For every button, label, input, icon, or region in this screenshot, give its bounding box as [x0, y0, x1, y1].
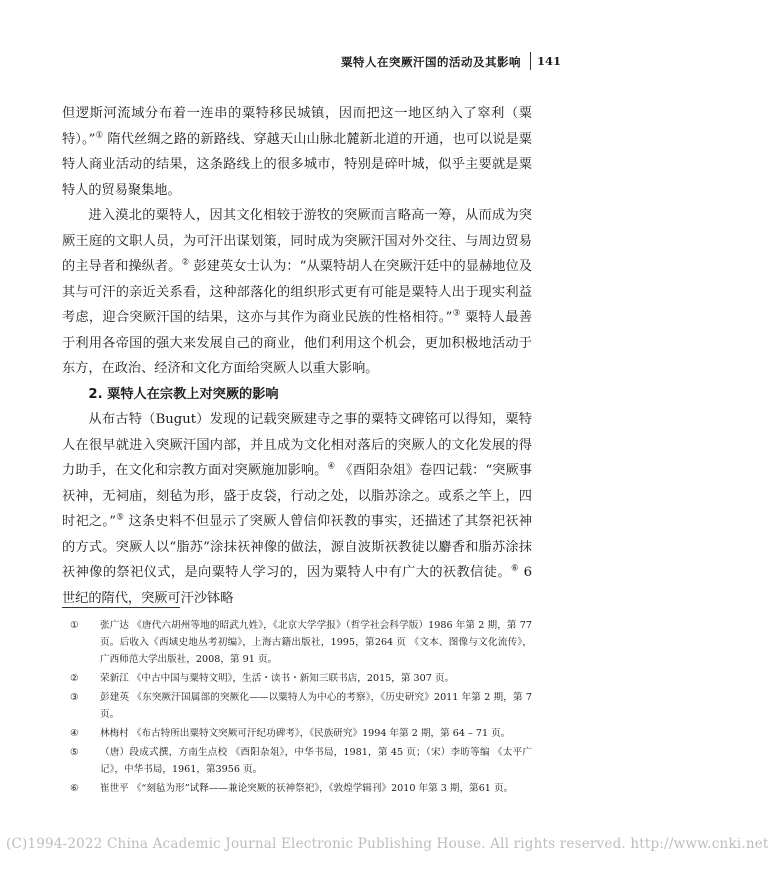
section-heading: 2. 粟特人在宗教上对突厥的影响: [88, 386, 279, 402]
footnote-number: ⑤: [70, 747, 79, 758]
paragraph-text: 从布古特（Bugut）发现的记载突厥建寺之事的粟特文碑铭可以得知，粟特人在很早就进入突厥汗国内部，并且成为文化相对落后的突厥人的文化发展的得力助手，在文化和宗教方面对突厥施加影响。: [62, 412, 532, 478]
paragraph-text: 6 世纪的隋代，突厥可汗沙钵略: [62, 565, 532, 606]
footnote-item: [62, 689, 532, 723]
footnote-ref: ①: [95, 130, 104, 141]
footnote-ref: ⑤: [115, 512, 125, 523]
paragraph-text: 彭建英女士认为：“从粟特胡人在突厥汗廷中的显赫地位及其与可汗的亲近关系看，这种部落化的组织形式更有可能是粟特人出于现实利益考虑，迎合突厥汗国的结果，这亦与其作为商业民族的性格相符。”: [62, 259, 533, 325]
paragraph-2: [62, 203, 532, 382]
footnote-number: ③: [70, 692, 79, 703]
paragraph-text: 进入漠北的粟特人，因其文化相较于游牧的突厥而言略高一筹，从而成为突厥王庭的文职人员，为可汗出谋划策，同时成为突厥汗国对外交往、与周边贸易的主导者和操纵者。: [62, 208, 532, 274]
footnote-text: 荣新江 《中古中国与粟特文明》，生活・读书・新知三联书店，2015，第 307 页。: [100, 673, 455, 684]
footnote-text: （唐）段成式撰，方南生点校 《酉阳杂俎》，中华书局，1981，第 45 页；（宋）李昉等编 《太平广记》，中华书局，1961，第3956 页。: [100, 747, 532, 775]
footnote-text: 崔世平 《“刻毡为形”试释——兼论突厥的祆神祭祀》，《敦煌学辑刊》2010 年第 3 期，第61 页。: [100, 783, 514, 794]
footnote-text: 张广达 《唐代六胡州等地的昭武九姓》，《北京大学学报》（哲学社会科学版）1986 年第 2 期，第 77 页。后收入《西域史地丛考初编》，上海古籍出版社，1995，第264 页 《文本、图像与文化流传》，广西师范大学出版社，2008，第 91 页。: [100, 620, 532, 665]
footnote-number: ④: [70, 728, 79, 739]
footnote-number: ②: [70, 673, 79, 684]
footnote-item: [62, 617, 532, 668]
footnote-item: [62, 744, 532, 778]
paragraph-text: 这条史料不但显示了突厥人曾信仰祆教的事实，还描述了其祭祀祆神的方式。突厥人以“脂苏”涂抹祆神像的做法，源自波斯祆教徒以麝香和脂苏涂抹祆神像的祭祀仪式，是向粟特人学习的，因为粟特人中有广大的祆教信徒。: [62, 514, 532, 580]
paragraph-text: 隋代丝绸之路的新路线、穿越天山山脉北麓新北道的开通，也可以说是粟特人商业活动的结果，这条路线上的很多城市，特别是碎叶城，似乎主要就是粟特人的贸易聚集地。: [62, 131, 532, 198]
paragraph-1: [62, 101, 532, 203]
footnote-item: [62, 725, 532, 742]
footnote-divider: [62, 607, 180, 608]
page-number: 141: [537, 54, 562, 68]
section-heading-line: [62, 382, 532, 408]
paragraph-3: [62, 407, 532, 611]
paragraph-text: 粟特人最善于利用各帝国的强大来发展自己的商业，他们利用这个机会，更加积极地活动于东方，在政治、经济和文化方面给突厥人以重大影响。: [62, 310, 533, 376]
footnote-ref: ④: [327, 461, 336, 472]
copyright-watermark: (C)1994-2022 China Academic Journal Electronic Publishing House. All rights reserved. http://www.cnki.net: [6, 836, 769, 852]
footnote-ref: ③: [452, 308, 461, 319]
footnote-item: [62, 780, 532, 797]
body-text: [62, 101, 532, 611]
footnote-ref: ②: [181, 257, 190, 268]
footnote-ref: ⑥: [510, 563, 519, 574]
footnote-text: 彭建英 《东突厥汗国属部的突厥化——以粟特人为中心的考察》，《历史研究》2011 年第 2 期，第 7 页。: [100, 692, 532, 720]
paragraph-text: 但逻斯河流域分布着一连串的粟特移民城镇，因而把这一地区纳入了窣利（粟特）。”: [62, 106, 532, 147]
header-divider: [530, 52, 531, 70]
paragraph-text: 《酉阳杂俎》卷四记载：“突厥事祆神，无祠庙，刻毡为形，盛于皮袋，行动之处，以脂苏涂之。或系之竿上，四时祀之。”: [62, 463, 533, 529]
footnote-number: ⑥: [70, 783, 79, 794]
footnote-item: [62, 670, 532, 687]
footnote-text: 林梅村 《布古特所出粟特文突厥可汗纪功碑考》，《民族研究》1994 年第 2 期，第 64 – 71 页。: [100, 728, 511, 739]
running-header: [0, 52, 597, 72]
footnote-number: ①: [70, 620, 79, 631]
running-header-title: 粟特人在突厥汗国的活动及其影响: [341, 55, 521, 69]
footnotes: [62, 617, 532, 799]
